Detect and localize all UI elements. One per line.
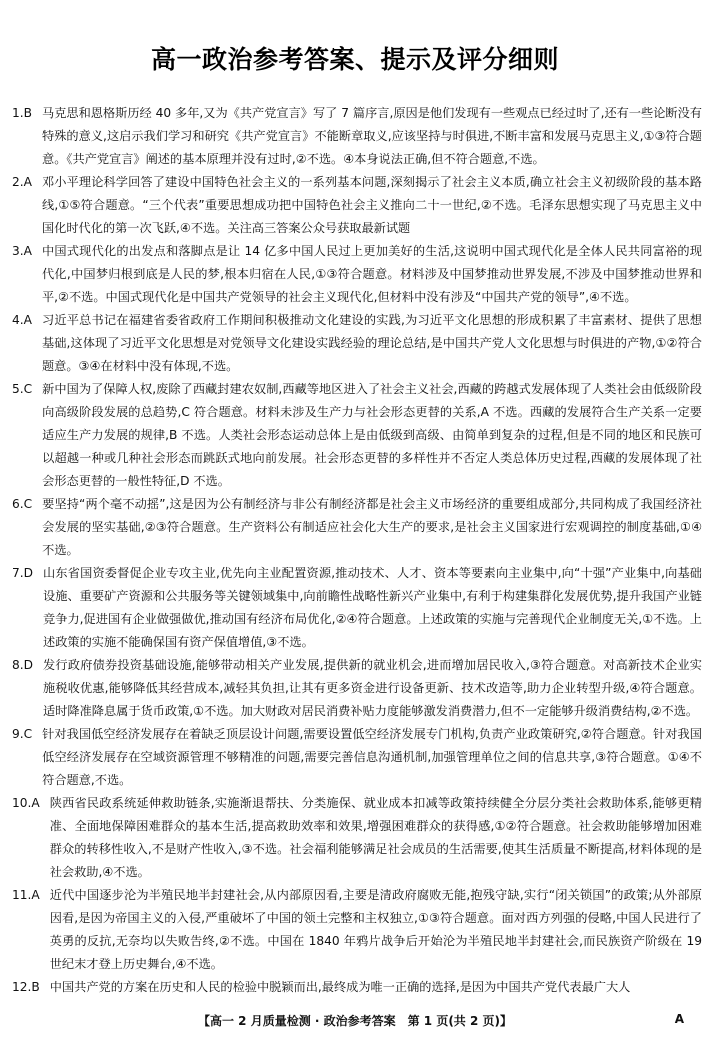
item-number: 4. — [12, 313, 24, 327]
answer-item — [12, 493, 702, 562]
answer-item — [12, 723, 702, 792]
item-explanation: 新中国为了保障人权,废除了西藏封建农奴制,西藏等地区进入了社会主义社会,西藏的跨越式发展体现了人类社会由低级阶段向高级阶段发展的总趋势,C 符合题意。材料未涉及生产力与社会形态更替的关系,A 不选。西藏的发展符合生产关系一定要适应生产力发展的规律,B 不选。人类社会形态运动总体上是由低级到高级、由简单到复杂的过程,但是不同的地区和民族可以超越一种或几种社会形态而跳跃式地向前发展。社会形态更替的多样性并不否定人类总体历史过程,西藏的发展体现了社会形态更替的一般性特征,D 不选。 — [42, 382, 702, 488]
item-answer: C — [23, 382, 33, 396]
item-number: 5. — [12, 382, 24, 396]
item-answer: A — [31, 888, 40, 902]
answer-item — [12, 654, 702, 723]
item-explanation: 陕西省民政系统延伸救助链条,实施渐退帮扶、分类施保、就业成本扣减等政策持续健全分层分类社会救助体系,能够更精准、全面地保障困难群众的基本生活,提高救助效率和效果,增强困难群众的获得感,①②符合题意。社会救助能够增加困难群众的转移性收入,不是财产性收入,③不选。社会福利能够满足社会成员的生活需要,使其生活质量不断提高,材料体现的是社会救助,④不选。 — [49, 796, 702, 879]
item-explanation: 中国共产党的方案在历史和人民的检验中脱颖而出,最终成为唯一正确的选择,是因为中国共产党代表最广大人 — [49, 980, 631, 994]
answer-item — [12, 378, 702, 493]
item-number: 8. — [12, 658, 24, 672]
item-answer: C — [23, 727, 33, 741]
item-explanation: 马克思和恩格斯历经 40 多年,又为《共产党宣言》写了 7 篇序言,原因是他们发现有一些观点已经过时了,还有一些论断没有特殊的意义,这启示我们学习和研究《共产党宣言》不能断章取义,应该坚持与时俱进,不断丰富和发展马克思主义,①③符合题意。《共产党宣言》阐述的基本原理并没有过时,②不选。④本身说法正确,但不符合题意,不选。 — [42, 106, 702, 166]
page-title: 高一政治参考答案、提示及评分细则 — [150, 45, 559, 74]
item-explanation: 近代中国逐步沦为半殖民地半封建社会,从内部原因看,主要是清政府腐败无能,抱残守缺,实行“闭关锁国”的政策;从外部原因看,是因为帝国主义的入侵,严重破坏了中国的领土完整和主权独立,①③符合题意。面对西方列强的侵略,中国人民进行了英勇的反抗,无奈均以失败告终,②不选。中国在 1840 年鸦片战争后开始沦为半殖民地半封建社会,而民族资产阶级在 19 世纪末才登上历史舞台,④不选。 — [49, 888, 702, 971]
answer-item — [12, 171, 702, 240]
item-number: 2. — [12, 175, 24, 189]
item-explanation: 习近平总书记在福建省委省政府工作期间积极推动文化建设的实践,为习近平文化思想的形成积累了丰富素材、提供了思想基础,这体现了习近平文化思想是对党领导文化建设实践经验的理论总结,是中国共产党人文化思想与时俱进的产物,①②符合题意。③④在材料中没有体现,不选。 — [41, 313, 702, 373]
answer-item — [12, 240, 702, 309]
item-number: 9. — [12, 727, 24, 741]
item-answer: B — [23, 106, 33, 120]
answer-item — [12, 309, 702, 378]
item-explanation: 针对我国低空经济发展存在着缺乏顶层设计问题,需要设置低空经济发展专门机构,负责产业政策研究,②符合题意。针对我国低空经济发展存在空域资源管理不够精准的问题,需要完善信息沟通机制,加强管理单位之间的信息共享,③符合题意。①④不符合题意,不选。 — [42, 727, 702, 787]
item-number: 7. — [12, 566, 24, 580]
item-number: 6. — [12, 497, 24, 511]
item-answer: A — [23, 244, 32, 258]
item-number: 10. — [12, 796, 32, 810]
item-answer: A — [23, 175, 32, 189]
item-number: 11. — [12, 888, 32, 902]
item-explanation: 要坚持“两个毫不动摇”,这是因为公有制经济与非公有制经济都是社会主义市场经济的重要组成部分,共同构成了我国经济社会发展的坚实基础,②③符合题意。生产资料公有制适应社会化大生产的要求,是社会主义国家进行宏观调控的制度基础,①④不选。 — [42, 497, 702, 557]
answer-item — [12, 562, 702, 654]
item-answer: A — [23, 313, 32, 327]
answer-list — [12, 102, 702, 999]
item-number: 3. — [12, 244, 24, 258]
item-number: 1. — [12, 106, 24, 120]
item-answer: C — [23, 497, 33, 511]
item-answer: D — [23, 658, 34, 672]
item-explanation: 发行政府债券投资基础设施,能够带动相关产业发展,提供新的就业机会,进而增加居民收入,③符合题意。对高新技术企业实施税收优惠,能够降低其经营成本,减轻其负担,让其有更多资金进行设备更新、技术改造等,助力企业转型升级,④符合题意。适时降准降息属于货币政策,①不选。加大财政对居民消费补贴力度能够激发消费潜力,但不一定能够升级消费结构,②不选。 — [43, 658, 702, 718]
item-explanation: 山东省国资委督促企业专攻主业,优先向主业配置资源,推动技术、人才、资本等要素向主业集中,向“十强”产业集中,向基础设施、重要矿产资源和公共服务等关键领域集中,向前瞻性战略性新兴产业集中,有利于构建集群化发展优势,提升我国产业链竞争力,促进国有企业做强做优,推动国有经济布局优化,②④符合题意。上述政策的实施与完善现代企业制度无关,①不选。上述政策的实施不能确保国有资产保值增值,③不选。 — [43, 566, 702, 649]
footer-page-info: 【高一 2 月质量检测 · 政治参考答案 第 1 页(共 2 页)】 — [198, 1014, 512, 1028]
item-explanation: 邓小平理论科学回答了建设中国特色社会主义的一系列基本问题,深刻揭示了社会主义本质,确立社会主义初级阶段的基本路线,①⑤符合题意。“三个代表”重要思想成功把中国特色社会主义推向二十一世纪,②不选。毛泽东思想实现了马克思主义中国化时代化的第一次飞跃,④不选。关注高三答案公众号获取最新试题 — [41, 175, 702, 235]
item-answer: A — [31, 796, 40, 810]
answer-item — [12, 884, 702, 976]
item-explanation: 中国式现代化的出发点和落脚点是让 14 亿多中国人民过上更加美好的生活,这说明中国式现代化是全体人民共同富裕的现代化,中国梦归根到底是人民的梦,根本归宿在人民,①③符合题意。材料涉及中国梦推动世界发展,不涉及中国梦推动世界和平,②不选。中国式现代化是中国共产党领导的社会主义现代化,但材料中没有涉及“中国共产党的领导”,④不选。 — [41, 244, 702, 304]
item-answer: B — [31, 980, 40, 994]
page-footer — [0, 1012, 710, 1032]
footer-version-mark: A — [674, 1012, 684, 1026]
item-answer: D — [23, 566, 34, 580]
answer-item — [12, 102, 702, 171]
answer-item — [12, 792, 702, 884]
item-number: 12. — [12, 980, 32, 994]
answer-item — [12, 976, 702, 999]
